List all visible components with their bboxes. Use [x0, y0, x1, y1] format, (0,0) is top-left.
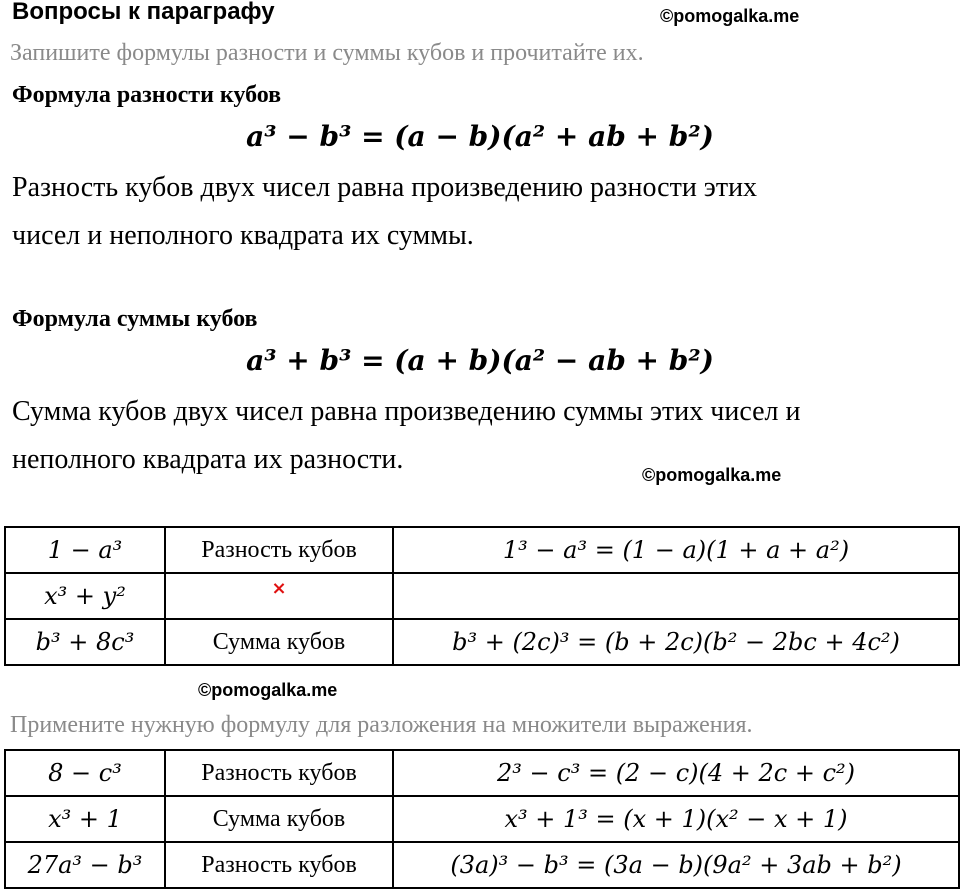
table-row: [5, 796, 959, 842]
question-2-prompt: Примените нужную формулу для разложения на множители выражения.: [10, 712, 753, 738]
expression-cell: 1 − a³: [5, 527, 165, 573]
formula-type-cell: Разность кубов: [165, 750, 393, 796]
factorization-cell: (3a)³ − b³ = (3a − b)(9a² + 3ab + b²): [393, 842, 959, 888]
expression-cell: x³ + y²: [5, 573, 165, 619]
table-row: [5, 619, 959, 665]
classification-table: [4, 526, 960, 666]
factorization-cell: [393, 573, 959, 619]
diff-cubes-text-line2: чисел и неполного квадрата их суммы.: [12, 220, 474, 251]
sum-cubes-formula: a³ + b³ = (a + b)(a² − ab + b²): [246, 344, 714, 377]
sum-cubes-text-line1: Сумма кубов двух чисел равна произведению суммы этих чисел и: [12, 396, 801, 427]
page-title: Вопросы к параграфу: [12, 0, 275, 25]
table-row: [5, 527, 959, 573]
factorization-cell: 1³ − a³ = (1 − a)(1 + a + a²): [393, 527, 959, 573]
expression-cell: b³ + 8c³: [5, 619, 165, 665]
factorization-cell: x³ + 1³ = (x + 1)(x² − x + 1): [393, 796, 959, 842]
factorization-table: [4, 749, 960, 889]
formula-type-cell: [165, 573, 393, 619]
cross-icon: ×: [271, 578, 287, 599]
diff-cubes-formula: a³ − b³ = (a − b)(a² + ab + b²): [246, 120, 714, 153]
sum-cubes-heading: Формула суммы кубов: [12, 306, 258, 332]
formula-type-cell: Разность кубов: [165, 527, 393, 573]
table-row: [5, 750, 959, 796]
factorization-cell: b³ + (2c)³ = (b + 2c)(b² − 2bc + 4c²): [393, 619, 959, 665]
table-row: [5, 842, 959, 888]
formula-type-cell: Сумма кубов: [165, 796, 393, 842]
expression-cell: 8 − c³: [5, 750, 165, 796]
watermark: ©pomogalka.me: [660, 6, 800, 26]
watermark: ©pomogalka.me: [642, 465, 782, 485]
sum-cubes-text-line2: неполного квадрата их разности.: [12, 444, 404, 475]
diff-cubes-heading: Формула разности кубов: [12, 82, 282, 108]
table-row: [5, 573, 959, 619]
diff-cubes-text-line1: Разность кубов двух чисел равна произведению разности этих: [12, 172, 758, 203]
watermark: ©pomogalka.me: [198, 680, 338, 700]
formula-type-cell: Сумма кубов: [165, 619, 393, 665]
factorization-cell: 2³ − c³ = (2 − c)(4 + 2c + c²): [393, 750, 959, 796]
expression-cell: x³ + 1: [5, 796, 165, 842]
question-1-prompt: Запишите формулы разности и суммы кубов и прочитайте их.: [10, 40, 644, 66]
expression-cell: 27a³ − b³: [5, 842, 165, 888]
formula-type-cell: Разность кубов: [165, 842, 393, 888]
